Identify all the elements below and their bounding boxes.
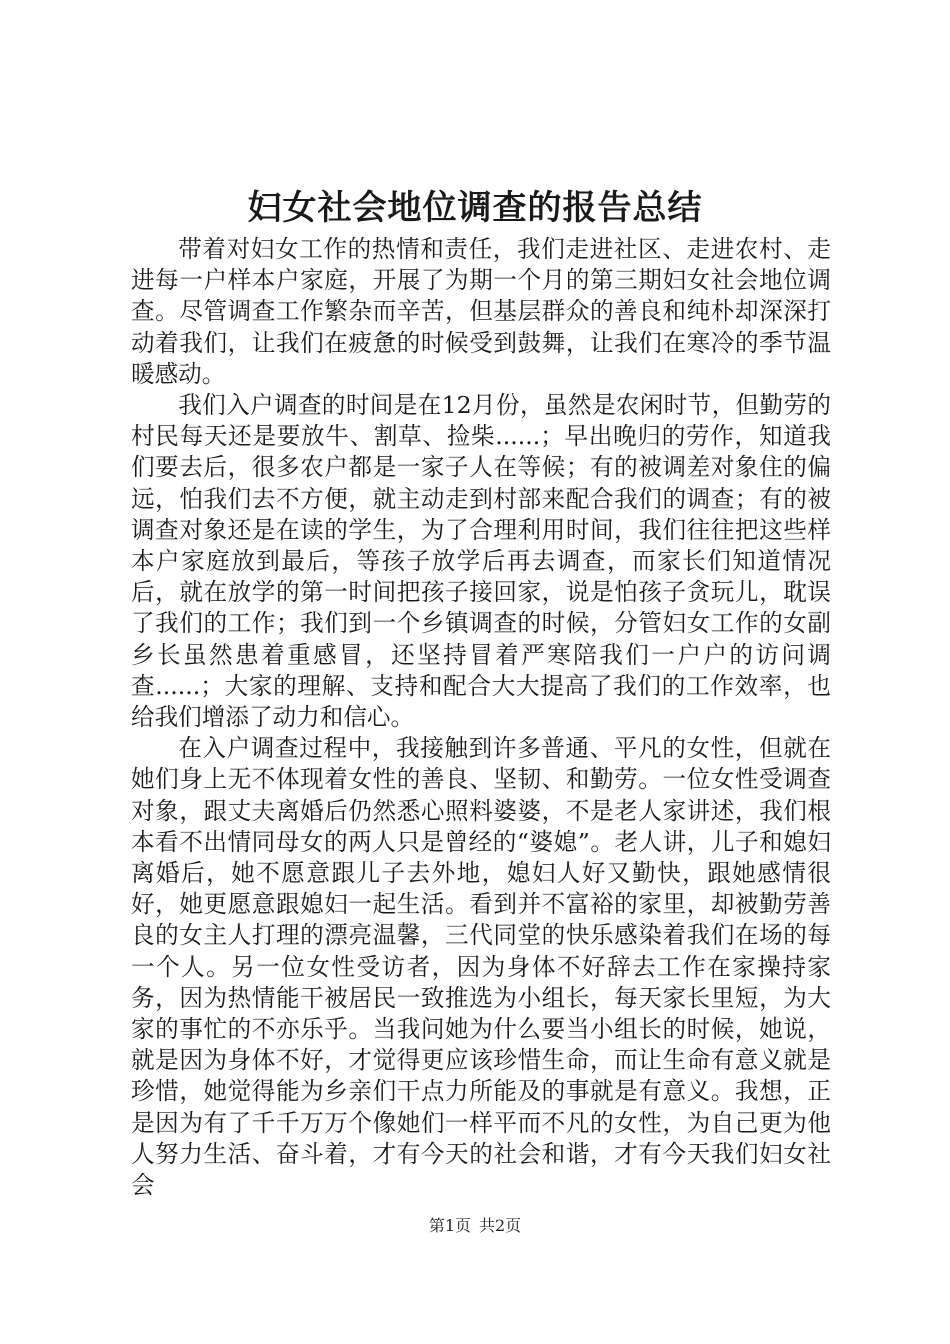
document-title: 妇女社会地位调查的报告总结 [247, 188, 703, 228]
page-number-current: 第1页 [428, 1216, 471, 1235]
document-body [131, 234, 831, 1201]
paragraph-3: 在入户调查过程中，我接触到许多普通、平凡的女性，但就在她们身上无不体现着女性的善良、坚韧、和勤劳。一位女性受调查对象，跟丈夫离婚后仍然悉心照料婆婆，不是老人家讲述，我们根本看不出情同母女的两人只是曾经的“婆媳”。老人讲，儿子和媳妇离婚后，她不愿意跟儿子去外地，媳妇人好又勤快，跟她感情很好，她更愿意跟媳妇一起生活。看到并不富裕的家里，却被勤劳善良的女主人打理的漂亮温馨，三代同堂的快乐感染着我们在场的每一个人。另一位女性受访者，因为身体不好辞去工作在家操持家务，因为热情能干被居民一致推选为小组长，每天家长里短，为大家的事忙的不亦乐乎。当我问她为什么要当小组长的时候，她说，就是因为身体不好，才觉得更应该珍惜生命，而让生命有意义就是珍惜，她觉得能为乡亲们干点力所能及的事就是有意义。我想，正是因为有了千千万万个像她们一样平而不凡的女性，为自己更为他人努力生活、奋斗着，才有今天的社会和谐，才有今天我们妇女社会 [131, 734, 831, 1200]
page-number-total: 共2页 [479, 1216, 522, 1235]
paragraph-2: 我们入户调查的时间是在12月份，虽然是农闲时节，但勤劳的村民每天还是要放牛、割草、捡柴......；早出晚归的劳作，知道我们要去后，很多农户都是一家子人在等候；有的被调差对象住的偏远，怕我们去不方便，就主动走到村部来配合我们的调查；有的被调查对象还是在读的学生，为了合理利用时间，我们往往把这些样本户家庭放到最后，等孩子放学后再去调查，而家长们知道情况后，就在放学的第一时间把孩子接回家，说是怕孩子贪玩儿，耽误了我们的工作；我们到一个乡镇调查的时候，分管妇女工作的女副乡长虽然患着重感冒，还坚持冒着严寒陪我们一户户的访问调查......；大家的理解、支持和配合大大提高了我们的工作效率，也给我们增添了动力和信心。 [131, 391, 831, 732]
page-footer [0, 1215, 950, 1237]
paragraph-1: 带着对妇女工作的热情和责任，我们走进社区、走进农村、走进每一户样本户家庭，开展了为期一个月的第三期妇女社会地位调查。尽管调查工作繁杂而辛苦，但基层群众的善良和纯朴却深深打动着我们，让我们在疲惫的时候受到鼓舞，让我们在寒冷的季节温暖感动。 [131, 235, 831, 388]
